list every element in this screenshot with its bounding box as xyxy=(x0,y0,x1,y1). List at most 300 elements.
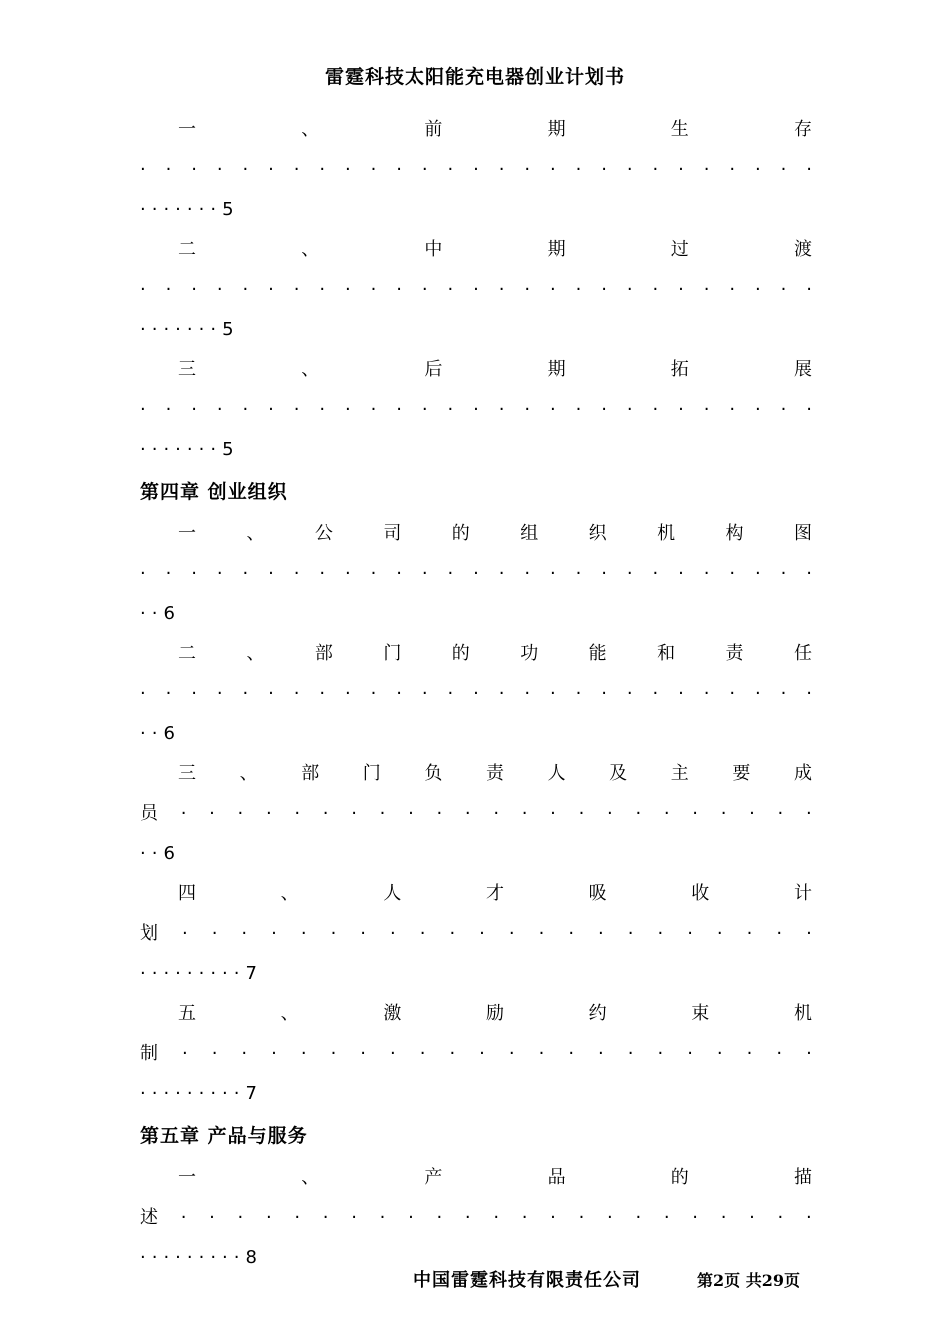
toc-title-char: 成 xyxy=(793,763,812,784)
leader-dots: ······· xyxy=(140,199,223,220)
leader-dot: · xyxy=(390,1043,396,1064)
leader-dot: · xyxy=(703,399,710,420)
leader-dot: · xyxy=(493,1207,500,1228)
toc-title-char: 品 xyxy=(547,1167,566,1188)
toc-title-char: 、 xyxy=(280,883,299,904)
leader-dot: · xyxy=(729,563,736,584)
toc-entry[interactable] xyxy=(140,634,812,754)
toc-title-char: 功 xyxy=(520,643,539,664)
toc-title-char: 员 xyxy=(140,803,158,824)
toc-entry[interactable] xyxy=(140,350,812,470)
leader-dot: · xyxy=(293,159,300,180)
leader-dot: · xyxy=(319,279,326,300)
toc-page-number: 5 xyxy=(222,199,240,220)
toc-title-char: 三 xyxy=(178,763,196,784)
leader-dot: · xyxy=(550,683,556,704)
leader-dot: · xyxy=(268,563,274,584)
leader-dot: · xyxy=(180,803,187,824)
leader-dot: · xyxy=(627,1043,634,1064)
leader-dot: · xyxy=(524,563,531,584)
toc-page-number: 7 xyxy=(245,963,263,984)
leader-dot: · xyxy=(322,1207,329,1228)
leader-dot: · xyxy=(165,159,172,180)
leader-dot: · xyxy=(493,803,500,824)
leader-dot: · xyxy=(678,563,684,584)
page-title: 雷霆科技太阳能充电器创业计划书 xyxy=(324,66,625,88)
leader-dot: · xyxy=(755,683,761,704)
toc-title-char: 期 xyxy=(547,239,566,260)
toc-leader-tail xyxy=(140,1074,812,1114)
leader-dot: · xyxy=(294,803,301,824)
toc-title-char: 制 xyxy=(140,1043,158,1064)
leader-dot: · xyxy=(703,683,710,704)
toc-title-char: 收 xyxy=(691,883,710,904)
leader-dot: · xyxy=(657,1043,664,1064)
toc-title-char: 计 xyxy=(793,883,812,904)
leader-dot: · xyxy=(293,563,300,584)
leader-dot: · xyxy=(729,683,736,704)
leader-dot: · xyxy=(780,563,787,584)
toc-title-char: 一 xyxy=(178,1167,196,1188)
leader-dot: · xyxy=(601,563,607,584)
leader-dot: · xyxy=(319,159,326,180)
leader-dot: · xyxy=(165,563,172,584)
leader-dot: · xyxy=(607,1207,613,1228)
leader-dot: · xyxy=(780,399,787,420)
leader-dot: · xyxy=(181,923,188,944)
toc-entry-title xyxy=(140,634,812,674)
leader-dot: · xyxy=(498,399,505,420)
leader-dot: · xyxy=(360,1043,367,1064)
leader-dot: · xyxy=(780,683,787,704)
toc-entry[interactable] xyxy=(140,110,812,230)
leader-dot: · xyxy=(242,279,249,300)
toc-title-char: 励 xyxy=(485,1003,504,1024)
leader-dot: · xyxy=(216,563,223,584)
toc-title-char: 约 xyxy=(588,1003,607,1024)
toc-leader-tail xyxy=(140,594,812,634)
toc-leader-tail xyxy=(140,310,812,350)
toc-title-char: 拓 xyxy=(670,359,689,380)
leader-dot: · xyxy=(678,399,684,420)
leader-dot: · xyxy=(165,279,172,300)
leader-dot: · xyxy=(473,159,479,180)
leader-dot: · xyxy=(165,399,172,420)
toc-chapter-heading[interactable]: 第五章 产品与服务 xyxy=(140,1125,308,1147)
leader-dot: · xyxy=(575,279,582,300)
leader-dot: · xyxy=(678,159,684,180)
toc-title-char: 二 xyxy=(178,239,196,260)
leader-dot: · xyxy=(140,399,146,420)
leader-dot: · xyxy=(729,159,736,180)
leader-dot: · xyxy=(268,683,274,704)
toc-title-char: 一 xyxy=(178,523,196,544)
leader-dot: · xyxy=(601,399,607,420)
toc-title-char: 公 xyxy=(314,523,333,544)
leader-dot: · xyxy=(345,563,351,584)
toc-entry[interactable] xyxy=(140,230,812,350)
leader-dot: · xyxy=(473,399,479,420)
leader-dot: · xyxy=(419,1043,426,1064)
toc-body xyxy=(140,110,812,1278)
leader-dot: · xyxy=(191,399,197,420)
leader-dot: · xyxy=(806,923,812,944)
toc-entry-title xyxy=(140,230,812,270)
leader-dot: · xyxy=(626,159,633,180)
leader-dots: ·· xyxy=(140,843,164,864)
footer-organization: 中国雷霆科技有限责任公司 xyxy=(413,1270,642,1291)
leader-dot: · xyxy=(601,683,607,704)
leader-dot: · xyxy=(498,279,505,300)
leader-dot: · xyxy=(268,279,274,300)
leader-dot: · xyxy=(140,563,146,584)
leader-dot: · xyxy=(181,1043,188,1064)
leader-dot: · xyxy=(755,563,761,584)
leader-dot: · xyxy=(806,683,812,704)
leader-dot: · xyxy=(370,399,377,420)
leader-dot: · xyxy=(627,923,634,944)
toc-page-number: 6 xyxy=(163,723,181,744)
leader-dot: · xyxy=(521,803,528,824)
leader-dot: · xyxy=(237,1207,244,1228)
toc-entry-title xyxy=(140,514,812,554)
toc-title-char: 才 xyxy=(485,883,504,904)
toc-entry-title xyxy=(140,994,812,1034)
toc-title-char: 展 xyxy=(793,359,812,380)
leader-dot: · xyxy=(805,803,812,824)
leader-dot: · xyxy=(663,803,670,824)
leader-dots: ·· xyxy=(140,603,164,624)
leader-dot: · xyxy=(447,563,454,584)
leader-dot: · xyxy=(322,803,329,824)
toc-leader-dots xyxy=(140,1198,812,1238)
leader-dot: · xyxy=(806,399,812,420)
leader-dot: · xyxy=(242,399,249,420)
leader-dot: · xyxy=(729,279,736,300)
toc-page-number: 5 xyxy=(222,319,240,340)
footer-page-number: 第2页 共29页 xyxy=(697,1271,800,1290)
leader-dot: · xyxy=(607,803,613,824)
leader-dot: · xyxy=(165,683,172,704)
toc-leader-dots xyxy=(140,150,812,190)
leader-dot: · xyxy=(216,279,223,300)
leader-dot: · xyxy=(300,1043,307,1064)
leader-dot: · xyxy=(191,683,197,704)
leader-dot: · xyxy=(421,563,428,584)
leader-dot: · xyxy=(360,923,367,944)
toc-title-char: 激 xyxy=(383,1003,402,1024)
leader-dot: · xyxy=(578,803,585,824)
toc-title-char: 门 xyxy=(362,763,381,784)
leader-dot: · xyxy=(345,683,351,704)
leader-dot: · xyxy=(652,683,659,704)
leader-dot: · xyxy=(421,399,428,420)
leader-dot: · xyxy=(568,923,575,944)
toc-page-number: 6 xyxy=(163,843,181,864)
leader-dot: · xyxy=(703,279,710,300)
leader-dot: · xyxy=(211,923,218,944)
leader-dot: · xyxy=(524,683,531,704)
leader-dot: · xyxy=(209,1207,215,1228)
leader-dot: · xyxy=(396,159,402,180)
leader-dot: · xyxy=(241,923,248,944)
leader-dot: · xyxy=(242,159,249,180)
leader-dot: · xyxy=(776,1043,783,1064)
leader-dot: · xyxy=(780,159,787,180)
leader-dots: ······· xyxy=(140,319,223,340)
leader-dot: · xyxy=(237,803,244,824)
leader-dot: · xyxy=(575,683,582,704)
toc-title-char: 束 xyxy=(691,1003,710,1024)
leader-dot: · xyxy=(626,683,633,704)
leader-dot: · xyxy=(716,923,723,944)
toc-entry[interactable] xyxy=(140,754,812,874)
leader-dot: · xyxy=(805,1207,812,1228)
toc-title-char: 的 xyxy=(451,523,470,544)
leader-dot: · xyxy=(652,563,659,584)
leader-dot: · xyxy=(806,279,812,300)
leader-dot: · xyxy=(538,1043,545,1064)
toc-title-char: 中 xyxy=(424,239,443,260)
toc-title-char: 任 xyxy=(793,643,812,664)
toc-title-char: 机 xyxy=(793,1003,812,1024)
leader-dot: · xyxy=(568,1043,575,1064)
leader-dot: · xyxy=(746,1043,753,1064)
toc-leader-tail xyxy=(140,954,812,994)
leader-dot: · xyxy=(216,683,223,704)
leader-dot: · xyxy=(447,159,454,180)
leader-dot: · xyxy=(447,279,454,300)
toc-entry[interactable] xyxy=(140,514,812,634)
leader-dot: · xyxy=(345,159,351,180)
leader-dot: · xyxy=(419,923,426,944)
leader-dot: · xyxy=(242,683,249,704)
leader-dot: · xyxy=(692,803,699,824)
leader-dot: · xyxy=(498,563,505,584)
leader-dot: · xyxy=(678,683,684,704)
toc-title-char: 、 xyxy=(301,119,320,140)
leader-dot: · xyxy=(473,279,479,300)
toc-title-char: 图 xyxy=(793,523,812,544)
leader-dot: · xyxy=(319,683,326,704)
leader-dot: · xyxy=(550,1207,556,1228)
toc-title-char: 渡 xyxy=(793,239,812,260)
leader-dot: · xyxy=(370,683,377,704)
leader-dot: · xyxy=(521,1207,528,1228)
toc-page-number: 5 xyxy=(222,439,240,460)
toc-title-char: 、 xyxy=(301,239,320,260)
leader-dot: · xyxy=(421,683,428,704)
leader-dot: · xyxy=(293,399,300,420)
leader-dot: · xyxy=(692,1207,699,1228)
leader-dot: · xyxy=(720,1207,727,1228)
toc-title-char: 组 xyxy=(520,523,539,544)
leader-dot: · xyxy=(601,279,607,300)
leader-dot: · xyxy=(379,803,386,824)
leader-dot: · xyxy=(479,923,485,944)
toc-entry[interactable] xyxy=(140,994,812,1114)
leader-dot: · xyxy=(421,279,428,300)
leader-dot: · xyxy=(550,159,556,180)
leader-dot: · xyxy=(626,563,633,584)
toc-page-number: 7 xyxy=(245,1083,263,1104)
leader-dot: · xyxy=(703,159,710,180)
toc-title-char: 、 xyxy=(246,523,265,544)
leader-dot: · xyxy=(216,399,223,420)
toc-title-char: 、 xyxy=(301,359,320,380)
leader-dot: · xyxy=(652,159,659,180)
leader-dot: · xyxy=(271,923,277,944)
toc-title-char: 责 xyxy=(485,763,504,784)
leader-dot: · xyxy=(436,1207,443,1228)
toc-title-char: 前 xyxy=(424,119,443,140)
toc-title-char: 部 xyxy=(301,763,320,784)
leader-dot: · xyxy=(211,1043,218,1064)
leader-dot: · xyxy=(473,683,479,704)
toc-title-char: 划 xyxy=(140,923,158,944)
leader-dot: · xyxy=(351,803,357,824)
leader-dot: · xyxy=(300,923,307,944)
leader-dot: · xyxy=(524,159,531,180)
toc-page-number: 8 xyxy=(245,1247,263,1268)
leader-dot: · xyxy=(370,159,377,180)
leader-dot: · xyxy=(550,279,556,300)
leader-dot: · xyxy=(447,399,454,420)
leader-dots: ·· xyxy=(140,723,164,744)
leader-dot: · xyxy=(421,159,428,180)
leader-dot: · xyxy=(140,159,146,180)
toc-title-char: 三 xyxy=(178,359,196,380)
leader-dot: · xyxy=(294,1207,301,1228)
leader-dot: · xyxy=(390,923,396,944)
toc-title-char: 部 xyxy=(314,643,333,664)
leader-dot: · xyxy=(508,1043,515,1064)
toc-title-char: 门 xyxy=(383,643,402,664)
leader-dot: · xyxy=(806,1043,812,1064)
leader-dot: · xyxy=(635,1207,642,1228)
leader-dot: · xyxy=(396,399,402,420)
leader-dot: · xyxy=(578,1207,585,1228)
leader-dot: · xyxy=(242,563,249,584)
leader-dot: · xyxy=(776,923,783,944)
leader-dot: · xyxy=(345,279,351,300)
leader-dot: · xyxy=(498,159,505,180)
leader-dots: ········· xyxy=(140,1083,246,1104)
leader-dot: · xyxy=(473,563,479,584)
toc-chapter-heading[interactable]: 第四章 创业组织 xyxy=(140,481,288,503)
toc-title-char: 和 xyxy=(657,643,676,664)
leader-dot: · xyxy=(806,563,812,584)
toc-title-char: 的 xyxy=(451,643,470,664)
leader-dot: · xyxy=(626,399,633,420)
leader-dot: · xyxy=(626,279,633,300)
toc-leader-tail xyxy=(140,190,812,230)
leader-dot: · xyxy=(271,1043,277,1064)
leader-dot: · xyxy=(720,803,727,824)
leader-dot: · xyxy=(268,399,274,420)
leader-dot: · xyxy=(755,159,761,180)
leader-dot: · xyxy=(777,1207,784,1228)
leader-dot: · xyxy=(777,803,784,824)
toc-leader-tail xyxy=(140,430,812,470)
toc-title-char: 述 xyxy=(140,1207,158,1228)
toc-title-char: 生 xyxy=(670,119,689,140)
leader-dot: · xyxy=(663,1207,670,1228)
leader-dot: · xyxy=(396,683,402,704)
leader-dots: ······· xyxy=(140,439,223,460)
leader-dot: · xyxy=(703,563,710,584)
leader-dot: · xyxy=(780,279,787,300)
leader-dot: · xyxy=(191,563,197,584)
leader-dot: · xyxy=(598,1043,604,1064)
toc-entry[interactable] xyxy=(140,874,812,994)
toc-title-char: 五 xyxy=(178,1003,196,1024)
toc-title-char: 主 xyxy=(670,763,689,784)
leader-dot: · xyxy=(635,803,642,824)
toc-leader-dots xyxy=(140,794,812,834)
toc-leader-dots xyxy=(140,914,812,954)
leader-dot: · xyxy=(575,159,582,180)
toc-title-char: 人 xyxy=(383,883,402,904)
leader-dot: · xyxy=(265,803,272,824)
leader-dot: · xyxy=(749,1207,755,1228)
toc-title-char: 能 xyxy=(588,643,607,664)
leader-dot: · xyxy=(716,1043,723,1064)
leader-dot: · xyxy=(755,399,761,420)
leader-dot: · xyxy=(746,923,753,944)
leader-dot: · xyxy=(550,563,556,584)
leader-dot: · xyxy=(345,399,351,420)
leader-dot: · xyxy=(330,1043,337,1064)
toc-title-char: 司 xyxy=(383,523,402,544)
leader-dot: · xyxy=(319,399,326,420)
toc-leader-tail xyxy=(140,834,812,874)
leader-dot: · xyxy=(550,803,556,824)
leader-dot: · xyxy=(550,399,556,420)
leader-dot: · xyxy=(408,803,414,824)
leader-dot: · xyxy=(524,279,531,300)
toc-title-char: 责 xyxy=(725,643,744,664)
toc-title-char: 吸 xyxy=(588,883,607,904)
leader-dot: · xyxy=(216,159,223,180)
leader-dot: · xyxy=(293,683,300,704)
toc-entry[interactable] xyxy=(140,1158,812,1278)
leader-dot: · xyxy=(379,1207,386,1228)
leader-dot: · xyxy=(293,279,300,300)
leader-dot: · xyxy=(479,1043,485,1064)
leader-dot: · xyxy=(538,923,545,944)
toc-title-char: 描 xyxy=(793,1167,812,1188)
leader-dot: · xyxy=(508,923,515,944)
toc-leader-dots xyxy=(140,270,812,310)
toc-entry-title xyxy=(140,1158,812,1198)
leader-dot: · xyxy=(265,1207,272,1228)
leader-dots: ········· xyxy=(140,1247,246,1268)
leader-dot: · xyxy=(447,683,454,704)
leader-dot: · xyxy=(436,803,443,824)
leader-dot: · xyxy=(524,399,531,420)
toc-title-char: 、 xyxy=(246,643,265,664)
leader-dot: · xyxy=(268,159,274,180)
toc-leader-tail xyxy=(140,714,812,754)
toc-leader-dots xyxy=(140,390,812,430)
toc-title-char: 及 xyxy=(609,763,628,784)
toc-title-char: 一 xyxy=(178,119,196,140)
leader-dot: · xyxy=(140,279,146,300)
leader-dot: · xyxy=(191,279,197,300)
toc-title-char: 织 xyxy=(588,523,607,544)
toc-title-char: 四 xyxy=(178,883,196,904)
